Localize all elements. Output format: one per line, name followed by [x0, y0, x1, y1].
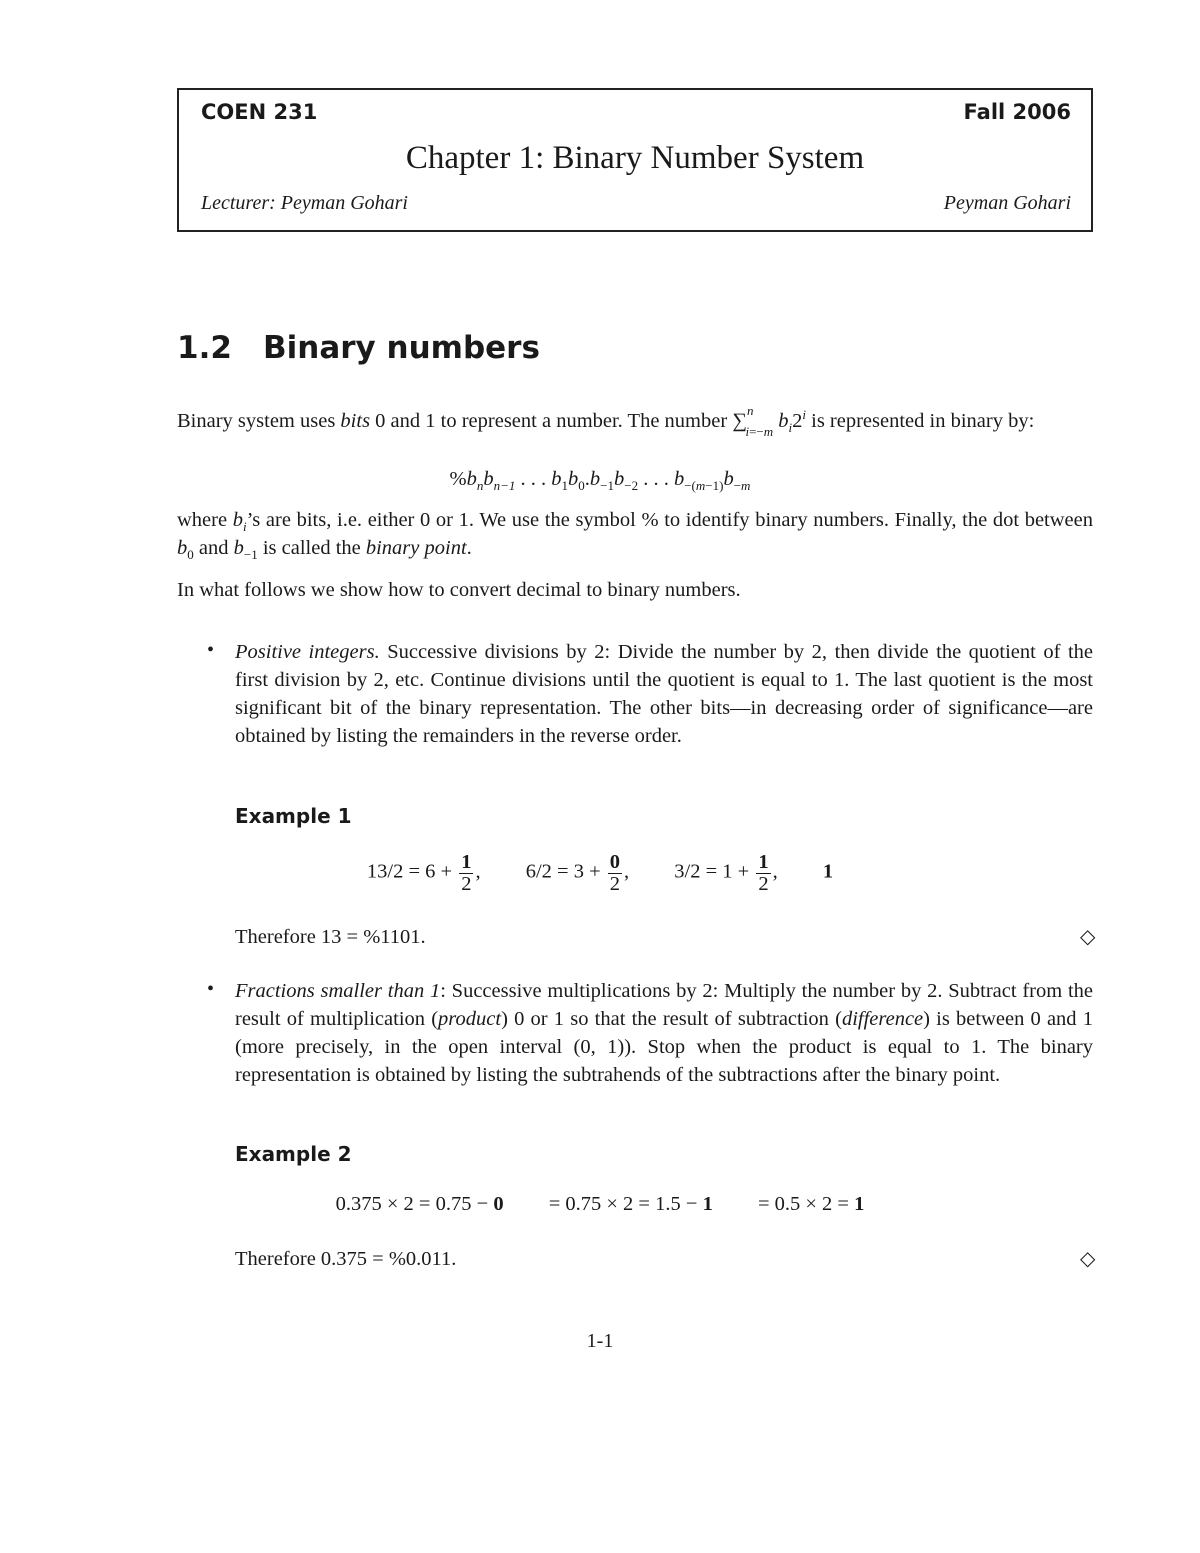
term-product: product	[438, 1008, 502, 1030]
fraction	[608, 852, 622, 894]
example-1-equations: 13/2 = 6 + $\frac{1}{2}$ , 6/2 = 3 + $\frac{0}{2}$ , 3/2 = 1 + $\frac{1}{2}$ , 1	[366, 851, 834, 895]
lecturer: Lecturer: Peyman Gohari	[201, 192, 408, 214]
bullet-text: Successive divisions by 2: Divide the number by 2, then divide the quotient of the first division by 2, etc. Continue divisions until the quotient is equal to 1. The last quotient is the most significant bit of the binary representation. The other bits—in decreasing order of significance—are obtained by listing the remainders in the reverse order.	[235, 641, 1093, 747]
chapter-title: Chapter 1: Binary Number System	[405, 140, 865, 176]
text: where	[177, 509, 233, 531]
text: is represented in binary by:	[806, 410, 1035, 432]
bullet-fractions	[235, 977, 1093, 1089]
final-bit: 1	[822, 860, 834, 883]
header-box	[177, 88, 1093, 232]
page-number: 1-1	[586, 1330, 614, 1352]
example-2-title: Example 2	[235, 1142, 352, 1166]
equation-part: 0.375 × 2 = 0.75 −	[335, 1193, 489, 1215]
bullet-text: ) is between 0 and 1 (more precisely, in the open interval (0, 1)). Stop when the product is equal to 1. The binary representation is obtained by listing the subtrahends of the subtractions after the binary point.	[235, 1008, 1093, 1086]
numerator: 1	[758, 851, 769, 873]
equation-bit: 1	[854, 1193, 865, 1215]
equation-part: 3/2 = 1 +	[674, 860, 750, 883]
text: and	[193, 537, 234, 559]
denominator: 2	[461, 872, 472, 895]
example-1-title: Example 1	[235, 804, 352, 828]
term-binary-point: binary point	[365, 537, 467, 559]
equation-bit: 1	[702, 1193, 713, 1215]
term: Fall 2006	[963, 100, 1071, 124]
fraction	[756, 852, 770, 894]
definition-paragraph: where $b_i’s$ are bits, i.e. either 0 or 1. We use the symbol % to identify binary numbers. Finally, the dot between $b_0$ and $b_{-1}$ is called the binary point.	[177, 509, 1093, 563]
example-2-conclusion: Therefore 0.375 = %0.011.	[235, 1248, 457, 1270]
numerator: 0	[609, 851, 621, 873]
section-number: 1.2	[177, 330, 232, 366]
text: 0 and 1 to represent a number. The number	[370, 410, 733, 432]
equation-part: 6/2 = 3 +	[525, 860, 601, 883]
bullet-lead: Fractions smaller than 1	[235, 980, 441, 1002]
fraction	[459, 852, 473, 894]
intro-paragraph	[177, 403, 1093, 440]
bullet-marker: •	[207, 978, 215, 1000]
text: ’s are bits, i.e. either 0 or 1. We use the symbol % to identify binary numbers. Finally, the dot between	[246, 509, 1093, 531]
denominator: 2	[609, 872, 621, 895]
text: Binary system uses	[177, 410, 341, 432]
equation-part: 13/2 = 6 +	[366, 860, 453, 883]
scribe: Peyman Gohari	[943, 192, 1071, 214]
section-title	[177, 330, 540, 366]
bullet-positive-integers	[235, 638, 1093, 750]
bullet-text: ) 0 or 1 so that the result of subtraction (	[501, 1008, 842, 1030]
equation-bit: 0	[493, 1193, 504, 1215]
display-formula: $\%b_nb_{n-1}$ . . . $b_1b_0.b_{-1}b_{-2}$ . . . $b_{-(m-1)}b_{-m}$	[449, 468, 751, 494]
example-1-conclusion: Therefore 13 = %1101.	[235, 926, 426, 948]
section-title-text: Binary numbers	[263, 330, 540, 366]
example-2-equation	[0, 1193, 1200, 1216]
transition-paragraph: In what follows we show how to convert decimal to binary numbers.	[177, 579, 741, 601]
text: is called the	[257, 537, 366, 559]
equation-part: = 0.75 × 2 = 1.5 −	[548, 1193, 698, 1215]
text: .	[466, 537, 472, 559]
term-difference: difference	[841, 1008, 924, 1030]
denominator: 2	[758, 872, 769, 895]
end-of-example-icon: ◇	[1080, 926, 1096, 948]
bullet-lead: Positive integers.	[235, 641, 380, 663]
equation-part: = 0.5 × 2 =	[757, 1193, 849, 1215]
bullet-marker: •	[207, 639, 215, 661]
bullet-text: : Successive multiplications by 2: Multiply the number by 2. Subtract from the result of multiplication (	[235, 980, 1093, 1030]
term-bits: bits	[340, 410, 371, 432]
numerator: 1	[461, 851, 472, 873]
sum-formula: ∑$^n_{i=-m}$ $b_i2^i$	[732, 403, 806, 440]
course-code: COEN 231	[201, 100, 318, 124]
end-of-example-icon: ◇	[1080, 1248, 1096, 1270]
